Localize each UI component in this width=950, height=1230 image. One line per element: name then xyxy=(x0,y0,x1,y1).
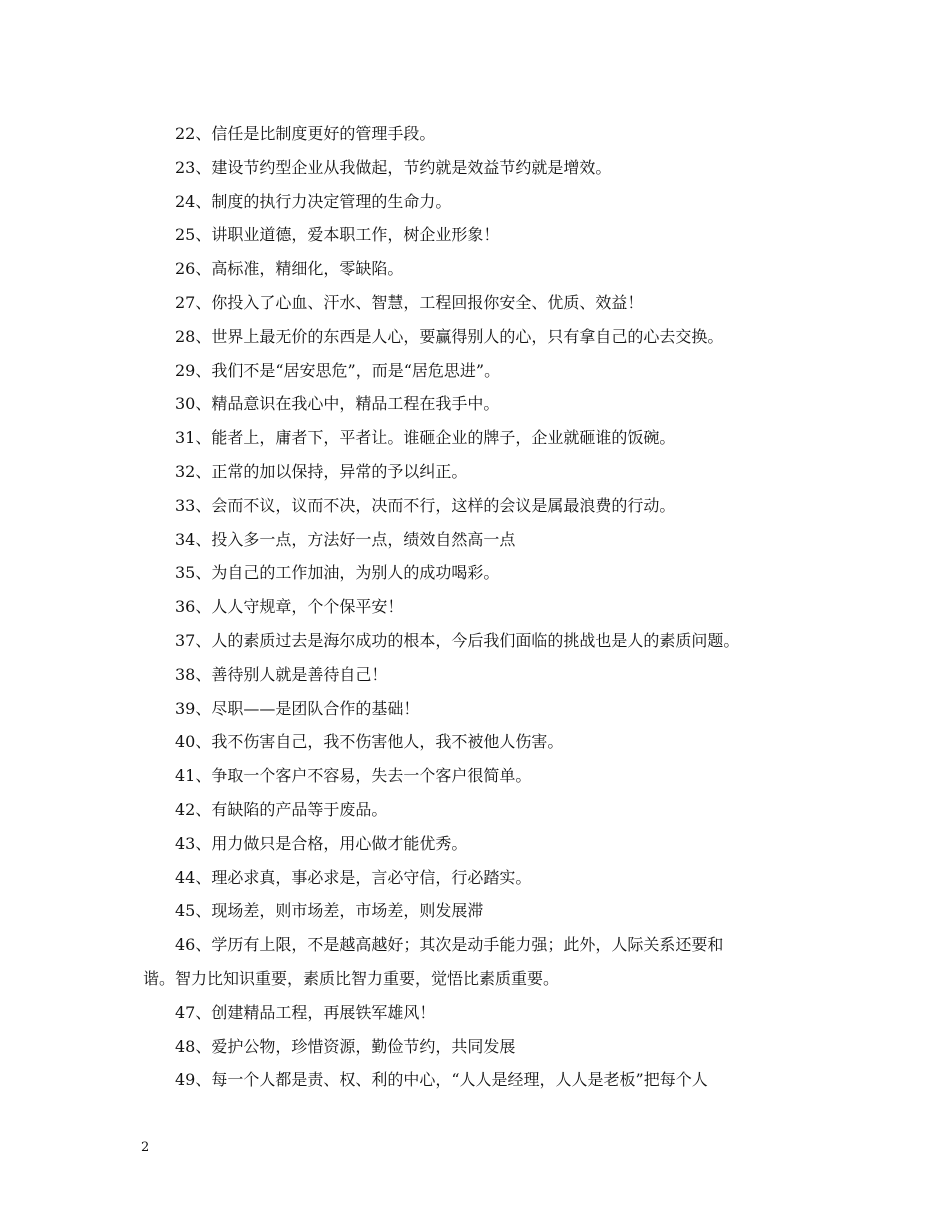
list-item: 42、有缺陷的产品等于废品。 xyxy=(175,799,388,819)
document-body xyxy=(143,117,823,1097)
list-item: 25、讲职业道德，爱本职工作，树企业形象！ xyxy=(175,225,500,245)
list-item: 36、人人守规章，个个保平安！ xyxy=(175,597,404,617)
list-item: 35、为自己的工作加油，为别人的成功喝彩。 xyxy=(175,563,500,583)
list-item: 29、我们不是“居安思危”，而是“居危思进”。 xyxy=(175,360,501,380)
list-item: 34、投入多一点，方法好一点，绩效自然高一点 xyxy=(175,529,516,549)
list-item: 47、创建精品工程，再展铁军雄风！ xyxy=(175,1002,436,1022)
list-item: 43、用力做只是合格，用心做才能优秀。 xyxy=(175,833,468,853)
list-item: 28、世界上最无价的东西是人心，要赢得别人的心，只有拿自己的心去交换。 xyxy=(175,326,724,346)
list-item: 45、现场差，则市场差，市场差，则发展滞 xyxy=(175,901,484,921)
list-item: 33、会而不议，议而不决，决而不行，这样的会议是属最浪费的行动。 xyxy=(175,495,676,515)
list-item: 22、信任是比制度更好的管理手段。 xyxy=(175,124,436,143)
list-item: 40、我不伤害自己，我不伤害他人，我不被他人伤害。 xyxy=(175,732,564,752)
list-item: 27、你投入了心血、汗水、智慧，工程回报你安全、优质、效益！ xyxy=(175,292,644,312)
list-item: 32、正常的加以保持，异常的予以纠正。 xyxy=(175,461,468,481)
list-item: 23、建设节约型企业从我做起，节约就是效益节约就是增效。 xyxy=(175,157,612,177)
list-item: 48、爱护公物，珍惜资源，勤俭节约，共同发展 xyxy=(175,1036,516,1056)
page-number: 2 xyxy=(141,1140,150,1155)
list-item: 41、争取一个客户不容易，失去一个客户很简单。 xyxy=(175,766,532,786)
list-item: 24、制度的执行力决定管理的生命力。 xyxy=(175,191,452,211)
list-item-continuation: 谐。智力比知识重要，素质比智力重要，觉悟比素质重要。 xyxy=(143,968,560,988)
list-item: 30、精品意识在我心中，精品工程在我手中。 xyxy=(175,394,500,414)
list-item: 46、学历有上限，不是越高越好；其次是动手能力强；此外，人际关系还要和 xyxy=(175,935,724,955)
list-item: 26、高标准，精细化，零缺陷。 xyxy=(175,259,404,279)
list-item: 39、尽职——是团队合作的基础！ xyxy=(175,698,420,718)
list-item: 38、善待别人就是善待自己！ xyxy=(175,664,388,684)
list-item: 31、能者上，庸者下，平者让。谁砸企业的牌子，企业就砸谁的饭碗。 xyxy=(175,428,676,448)
list-item: 44、理必求真，事必求是，言必守信，行必踏实。 xyxy=(175,867,532,887)
list-item: 37、人的素质过去是海尔成功的根本，今后我们面临的挑战也是人的素质问题。 xyxy=(175,630,740,650)
list-item: 49、每一个人都是责、权、利的中心，“人人是经理，人人是老板”把每个人 xyxy=(175,1070,708,1090)
